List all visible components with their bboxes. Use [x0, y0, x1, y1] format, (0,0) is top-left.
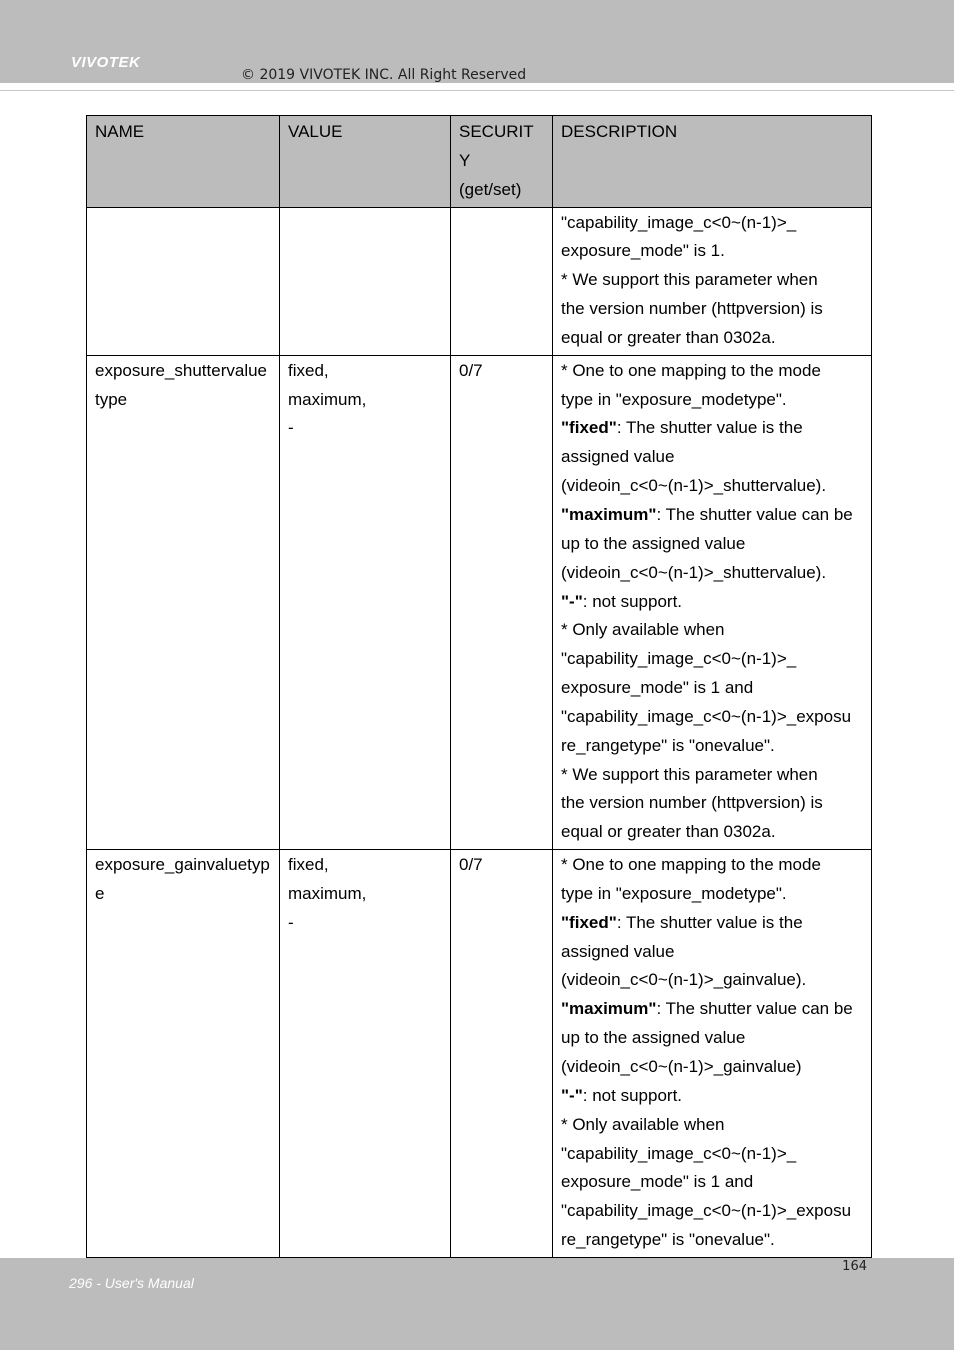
description-text: : The shutter value is the: [616, 912, 803, 932]
description-line: [561, 472, 863, 501]
description-text: equal or greater than 0302a.: [561, 822, 776, 842]
description-line: [561, 559, 863, 588]
description-text: * One to one mapping to the mode: [561, 360, 821, 380]
value-option: fixed,: [288, 360, 329, 380]
table-row: [87, 207, 872, 355]
description-text: (videoin_c<0~(n-1)>_gainvalue): [561, 1057, 802, 1076]
description-line: [561, 880, 863, 909]
description-text: "capability_image_c<0~(n-1)>_exposu: [561, 706, 852, 726]
description-line: [561, 209, 863, 238]
value-option: -: [288, 912, 294, 932]
description-text: type in "exposure_modetype".: [561, 883, 787, 903]
param-value-cell: [280, 207, 451, 355]
description-keyword: "-": [561, 1085, 583, 1105]
description-cell: [553, 355, 872, 849]
description-text: "capability_image_c<0~(n-1)>_exposu: [561, 1201, 852, 1221]
security-cell: [451, 207, 553, 355]
description-line: [561, 818, 863, 847]
column-header-value: VALUE: [280, 116, 451, 208]
description-text: exposure_mode" is 1.: [561, 241, 725, 261]
header-divider: [0, 90, 954, 91]
description-text: exposure_mode" is 1 and: [561, 1172, 754, 1192]
description-text: exposure_mode" is 1 and: [561, 678, 754, 698]
description-text: "capability_image_c<0~(n-1)>_: [561, 1143, 797, 1163]
description-text: up to the assigned value: [561, 1028, 746, 1048]
description-text: the version number (httpversion) is: [561, 299, 823, 319]
value-option: maximum,: [288, 883, 367, 903]
description-line: [561, 295, 863, 324]
description-text: re_rangetype" is "onevalue".: [561, 735, 775, 755]
manual-page-reference: 296 - User's Manual: [69, 1275, 194, 1291]
security-header-line-1: SECURITY: [459, 122, 534, 170]
description-text: * We support this parameter when: [561, 764, 818, 784]
value-option: -: [288, 418, 294, 438]
description-text: (videoin_c<0~(n-1)>_gainvalue).: [561, 970, 807, 990]
description-line: [561, 324, 863, 353]
description-line: [561, 501, 863, 530]
parameter-table: [86, 115, 872, 1258]
page-footer: [0, 1258, 954, 1350]
description-line: [561, 414, 863, 443]
description-text: "capability_image_c<0~(n-1)>_: [561, 649, 797, 669]
description-line: [561, 995, 863, 1024]
description-text: type in "exposure_modetype".: [561, 389, 787, 409]
description-text: * Only available when: [561, 1114, 725, 1134]
param-name-cell: exposure_shuttervaluetype: [87, 355, 280, 849]
description-line: [561, 1226, 863, 1255]
description-line: [561, 1140, 863, 1169]
column-header-name: NAME: [87, 116, 280, 208]
description-line: [561, 966, 863, 995]
description-text: "capability_image_c<0~(n-1)>_: [561, 212, 797, 232]
description-keyword: "-": [561, 591, 583, 611]
param-value-cell: [280, 355, 451, 849]
table-header-row: [87, 116, 872, 208]
brand-logo-text: VIVOTEK: [71, 54, 141, 71]
description-keyword: "maximum": [561, 999, 657, 1019]
description-line: [561, 357, 863, 386]
description-line: [561, 703, 863, 732]
column-header-description: DESCRIPTION: [553, 116, 872, 208]
table-row: [87, 355, 872, 849]
description-keyword: "fixed": [561, 418, 617, 438]
description-text: (videoin_c<0~(n-1)>_shuttervalue).: [561, 562, 827, 582]
description-text: * One to one mapping to the mode: [561, 855, 821, 875]
description-line: [561, 1082, 863, 1111]
description-line: [561, 789, 863, 818]
value-option: maximum,: [288, 389, 367, 409]
description-line: [561, 909, 863, 938]
description-keyword: "fixed": [561, 912, 617, 932]
description-text: : The shutter value can be: [656, 504, 853, 524]
security-cell: 0/7: [451, 355, 553, 849]
description-line: [561, 938, 863, 967]
description-text: : not support.: [582, 1085, 683, 1105]
description-line: [561, 732, 863, 761]
table-body: [87, 207, 872, 1257]
description-line: [561, 1197, 863, 1226]
description-line: [561, 645, 863, 674]
description-text: assigned value: [561, 447, 675, 467]
param-value-cell: [280, 850, 451, 1258]
copyright-notice: © 2019 VIVOTEK INC. All Right Reserved: [241, 67, 527, 83]
description-cell: [553, 850, 872, 1258]
description-keyword: "maximum": [561, 504, 657, 524]
description-text: the version number (httpversion) is: [561, 793, 823, 813]
description-line: [561, 386, 863, 415]
description-text: up to the assigned value: [561, 533, 746, 553]
description-text: : The shutter value is the: [616, 418, 803, 438]
column-header-security: [451, 116, 553, 208]
description-line: [561, 237, 863, 266]
description-line: [561, 1111, 863, 1140]
description-line: [561, 851, 863, 880]
description-line: [561, 1024, 863, 1053]
security-header-line-2: (get/set): [459, 179, 522, 199]
description-text: : The shutter value can be: [656, 999, 853, 1019]
description-text: equal or greater than 0302a.: [561, 327, 776, 347]
description-text: * Only available when: [561, 620, 725, 640]
description-line: [561, 1168, 863, 1197]
description-line: [561, 443, 863, 472]
description-line: [561, 588, 863, 617]
description-line: [561, 616, 863, 645]
description-text: : not support.: [582, 591, 683, 611]
param-name-cell: exposure_gainvaluetype: [87, 850, 280, 1258]
description-line: [561, 266, 863, 295]
param-name-cell: [87, 207, 280, 355]
description-line: [561, 761, 863, 790]
description-text: (videoin_c<0~(n-1)>_shuttervalue).: [561, 476, 827, 496]
table-row: [87, 850, 872, 1258]
description-text: assigned value: [561, 941, 675, 961]
description-line: [561, 530, 863, 559]
description-cell: [553, 207, 872, 355]
security-cell: 0/7: [451, 850, 553, 1258]
description-line: [561, 1053, 863, 1082]
description-text: re_rangetype" is "onevalue".: [561, 1230, 775, 1250]
value-option: fixed,: [288, 855, 329, 875]
description-line: [561, 674, 863, 703]
page-number: 164: [842, 1259, 867, 1274]
description-text: * We support this parameter when: [561, 270, 818, 290]
